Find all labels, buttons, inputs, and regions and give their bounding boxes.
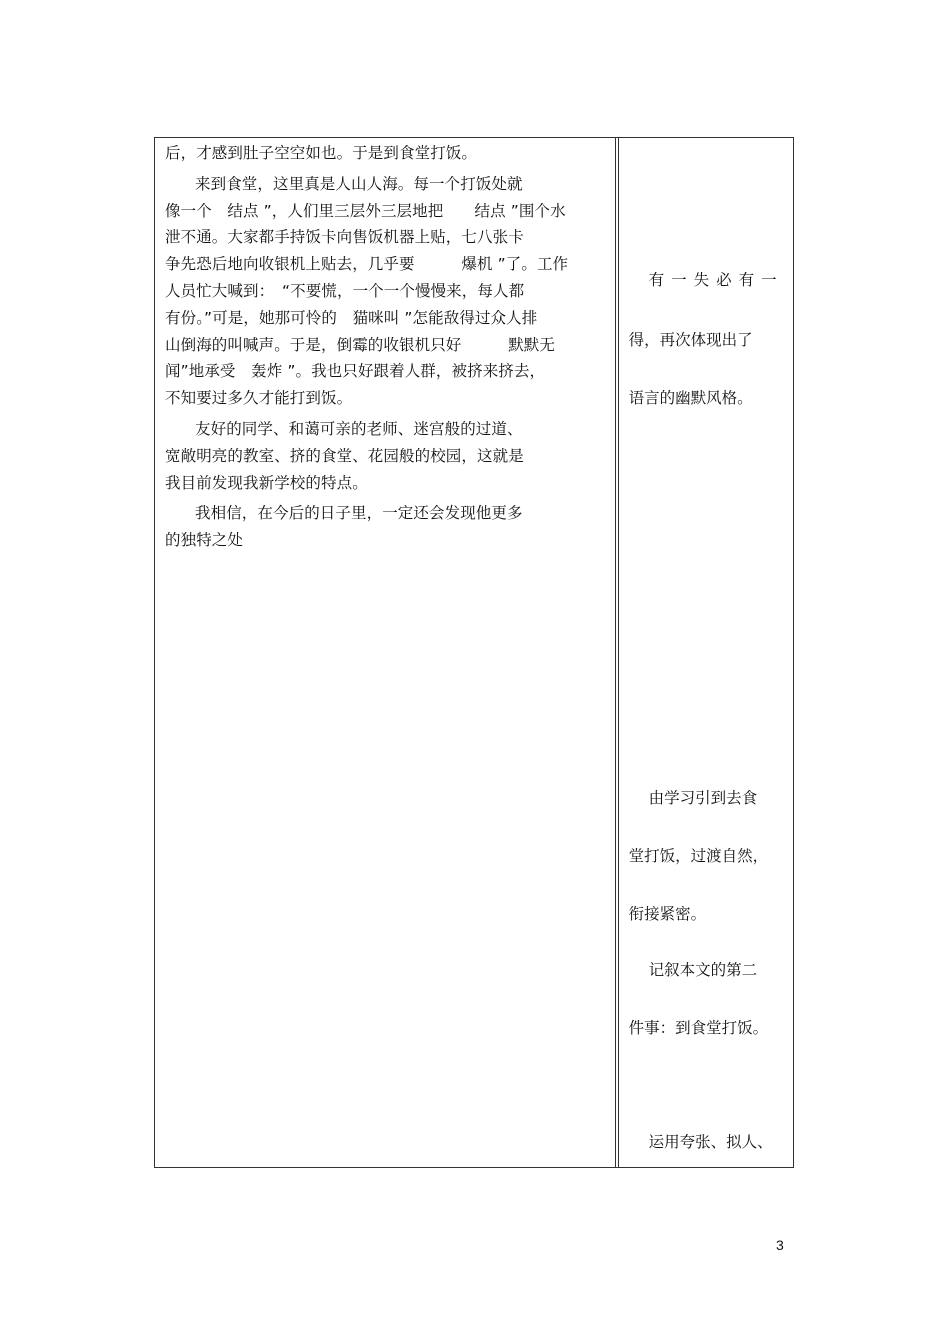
text-line: 后，才感到肚子空空如也。于是到食堂打饭。: [165, 144, 478, 162]
annotation-column: [618, 138, 793, 1167]
main-text-column: [155, 138, 616, 1167]
text-line: 我相信，在今后的日子里，一定还会发现他更多: [195, 504, 523, 523]
text-line: 像一个 结点 ”，人们里三层外三层地把 结点 ”围个水: [165, 201, 566, 220]
annotation-line: 记叙本文的第二: [648, 961, 758, 979]
text-line: 宽敞明亮的教室、挤的食堂、花园般的校园，这就是: [165, 446, 524, 465]
annotation-line: 衔接紧密。: [628, 905, 707, 923]
annotation-line: 得，再次体现出了: [628, 331, 753, 349]
text-line: 闻”地承受 轰炸 ”。我也只好跟着人群，被挤来挤去，: [165, 362, 546, 381]
text-line: 人员忙大喊到： “不要慌，一个一个慢慢来，每人都: [165, 281, 525, 300]
text-line: 山倒海的叫喊声。于是，倒霉的收银机只好 默默无: [165, 335, 556, 354]
page-number: 3: [776, 1237, 784, 1253]
annotation-line: 由学习引到去食: [648, 789, 758, 807]
annotation-line: 运用夸张、拟人、: [648, 1133, 773, 1151]
text-line: 不知要过多久才能打到饭。: [165, 389, 353, 408]
text-line: 争先恐后地向收银机上贴去，几乎要 爆机 ”了。工作: [165, 255, 569, 274]
text-line: 的独特之处: [165, 531, 244, 550]
text-line: 我目前发现我新学校的特点。: [165, 473, 368, 492]
annotation-line: 有一失必有一: [648, 271, 784, 289]
annotation-line: 件事：到食堂打饭。: [628, 1019, 769, 1037]
annotation-line: 堂打饭，过渡自然，: [628, 847, 769, 865]
text-line: 友好的同学、和蔼可亲的老师、迷宫般的过道、: [195, 419, 523, 438]
text-line: 泄不通。大家都手持饭卡向售饭机器上贴，七八张卡: [165, 228, 524, 247]
document-table: [154, 137, 794, 1168]
text-line: 有份。”可是，她那可怜的 猫咪叫 ”怎能敌得过众人排: [165, 308, 538, 327]
text-line: 来到食堂，这里真是人山人海。每一个打饭处就: [195, 174, 523, 193]
annotation-line: 语言的幽默风格。: [628, 389, 753, 407]
